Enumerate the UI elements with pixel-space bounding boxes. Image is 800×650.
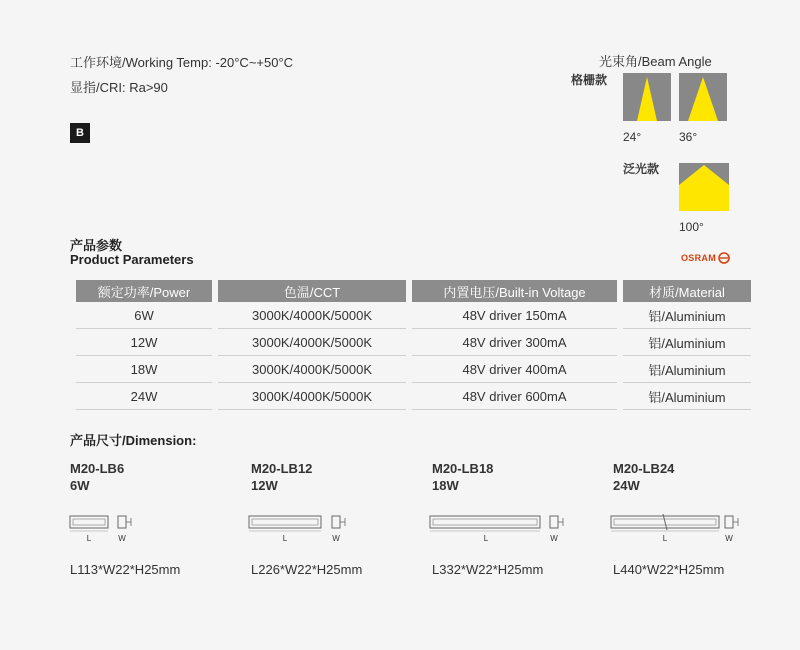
- product-model: M20-LB6: [70, 461, 125, 476]
- params-title-cn: 产品参数: [70, 238, 123, 253]
- params-table: [70, 280, 757, 410]
- label-l: L: [483, 534, 489, 543]
- cell-cct: 3000K/4000K/5000K: [218, 356, 406, 383]
- dimension-title: 产品尺寸/Dimension:: [70, 433, 197, 448]
- osram-wordmark: OSRAM: [681, 253, 716, 263]
- cell-cct: 3000K/4000K/5000K: [218, 302, 406, 329]
- beam-36-icon: [679, 73, 727, 121]
- cell-voltage: 48V driver 600mA: [412, 383, 617, 410]
- product-model: M20-LB12: [251, 461, 313, 476]
- flood-label: 泛光款: [623, 162, 660, 176]
- label-w: W: [332, 534, 340, 543]
- params-title-en: Product Parameters: [70, 252, 194, 267]
- cell-power: 18W: [76, 356, 212, 383]
- osram-bulb-icon: [718, 252, 730, 264]
- table-row: [76, 383, 751, 410]
- label-w: W: [550, 534, 558, 543]
- cri-text: 显指/CRI: Ra>90: [70, 80, 168, 95]
- header-power: 额定功率/Power: [76, 280, 212, 302]
- table-row: [76, 329, 751, 356]
- cell-cct: 3000K/4000K/5000K: [218, 329, 406, 356]
- label-w: W: [118, 534, 126, 543]
- table-row: [76, 356, 751, 383]
- dimension-drawing-icon: [247, 512, 357, 546]
- cell-cct: 3000K/4000K/5000K: [218, 383, 406, 410]
- dimension-drawing-icon: [428, 512, 578, 546]
- product-dimensions: L226*W22*H25mm: [251, 562, 363, 577]
- beam-24-icon: [623, 73, 671, 121]
- angle-100-label: 100°: [679, 220, 704, 234]
- cell-material: 铝/Aluminium: [623, 302, 751, 329]
- label-l: L: [86, 534, 92, 543]
- cell-power: 24W: [76, 383, 212, 410]
- product-power: 12W: [251, 478, 278, 493]
- header-voltage: 内置电压/Built-in Voltage: [412, 280, 617, 302]
- params-header-row: [76, 280, 751, 302]
- product-model: M20-LB24: [613, 461, 675, 476]
- beam-100-icon: [679, 163, 729, 211]
- grille-label: 格栅款: [571, 73, 608, 87]
- cell-power: 6W: [76, 302, 212, 329]
- table-row: [76, 302, 751, 329]
- dimension-drawing-icon: [609, 512, 759, 546]
- cell-voltage: 48V driver 300mA: [412, 329, 617, 356]
- label-l: L: [282, 534, 288, 543]
- product-dimensions: L332*W22*H25mm: [432, 562, 544, 577]
- working-temp-text: 工作环境/Working Temp: -20°C~+50°C: [70, 55, 294, 70]
- beam-angle-title: 光束角/Beam Angle: [599, 54, 712, 69]
- dimension-drawing-icon: [68, 512, 140, 546]
- osram-logo: [681, 252, 730, 264]
- cell-voltage: 48V driver 400mA: [412, 356, 617, 383]
- header-cct: 色温/CCT: [218, 280, 406, 302]
- header-material: 材质/Material: [623, 280, 751, 302]
- product-power: 24W: [613, 478, 640, 493]
- cell-material: 铝/Aluminium: [623, 329, 751, 356]
- angle-24-label: 24°: [623, 130, 642, 144]
- product-power: 6W: [70, 478, 90, 493]
- product-model: M20-LB18: [432, 461, 494, 476]
- angle-36-label: 36°: [679, 130, 698, 144]
- variant-badge: B: [70, 123, 90, 143]
- cell-voltage: 48V driver 150mA: [412, 302, 617, 329]
- product-power: 18W: [432, 478, 459, 493]
- label-l: L: [662, 534, 668, 543]
- label-w: W: [725, 534, 733, 543]
- cell-power: 12W: [76, 329, 212, 356]
- product-dimensions: L440*W22*H25mm: [613, 562, 725, 577]
- cell-material: 铝/Aluminium: [623, 356, 751, 383]
- product-dimensions: L113*W22*H25mm: [70, 562, 181, 577]
- cell-material: 铝/Aluminium: [623, 383, 751, 410]
